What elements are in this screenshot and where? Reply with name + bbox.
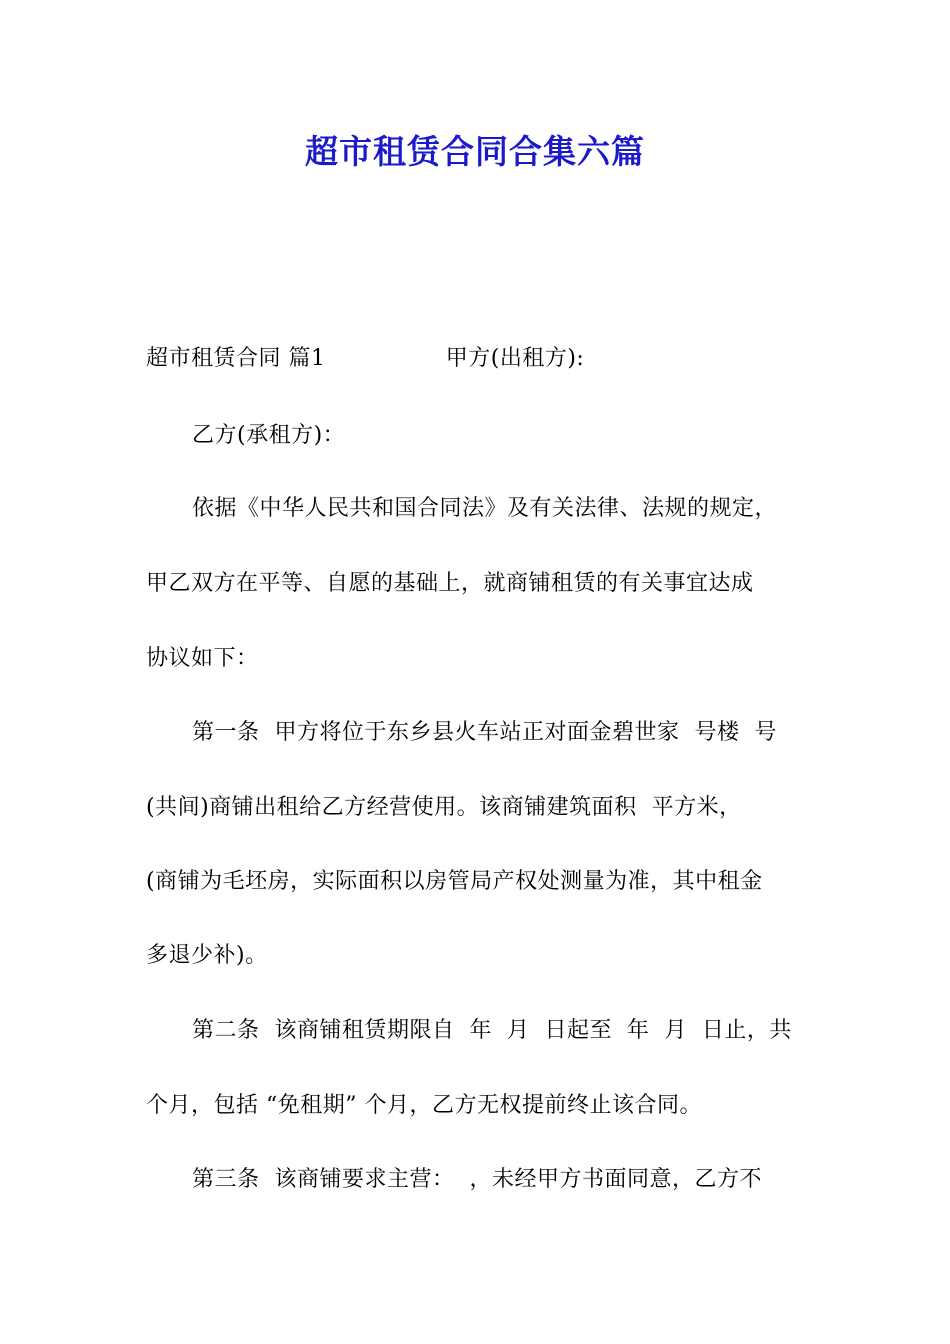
text-line: 协议如下： [146,646,259,671]
document-title: 超市租赁合同合集六篇 [305,132,645,171]
text-line: (商铺为毛坯房，实际面积以房管局产权处测量为准，其中租金 [146,869,763,894]
text-line: (共间)商铺出租给乙方经营使用。该商铺建筑面积 平方米， [146,795,742,820]
text-line: 依据《中华人民共和国合同法》及有关法律、法规的规定， [192,496,778,521]
text-line: 多退少补)。 [146,943,268,968]
text-line: 甲乙双方在平等、自愿的基础上，就商铺租赁的有关事宜达成 [146,571,754,596]
text-line-article-3: 第三条 该商铺要求主营： ，未经甲方书面同意，乙方不 [192,1167,762,1192]
text-line: 个月，包括 “免租期” 个月，乙方无权提前终止该合同。 [146,1093,702,1118]
text-line-article-2: 第二条 该商铺租赁期限自 年 月 日起至 年 月 日止，共 [192,1018,792,1043]
text-line-party-b: 乙方(承租方)： [192,423,346,448]
text-line-article-1: 第一条 甲方将位于东乡县火车站正对面金碧世家 号楼 号 [192,720,777,745]
text-line-section-heading: 超市租赁合同 篇1 甲方(出租方): [146,346,585,371]
